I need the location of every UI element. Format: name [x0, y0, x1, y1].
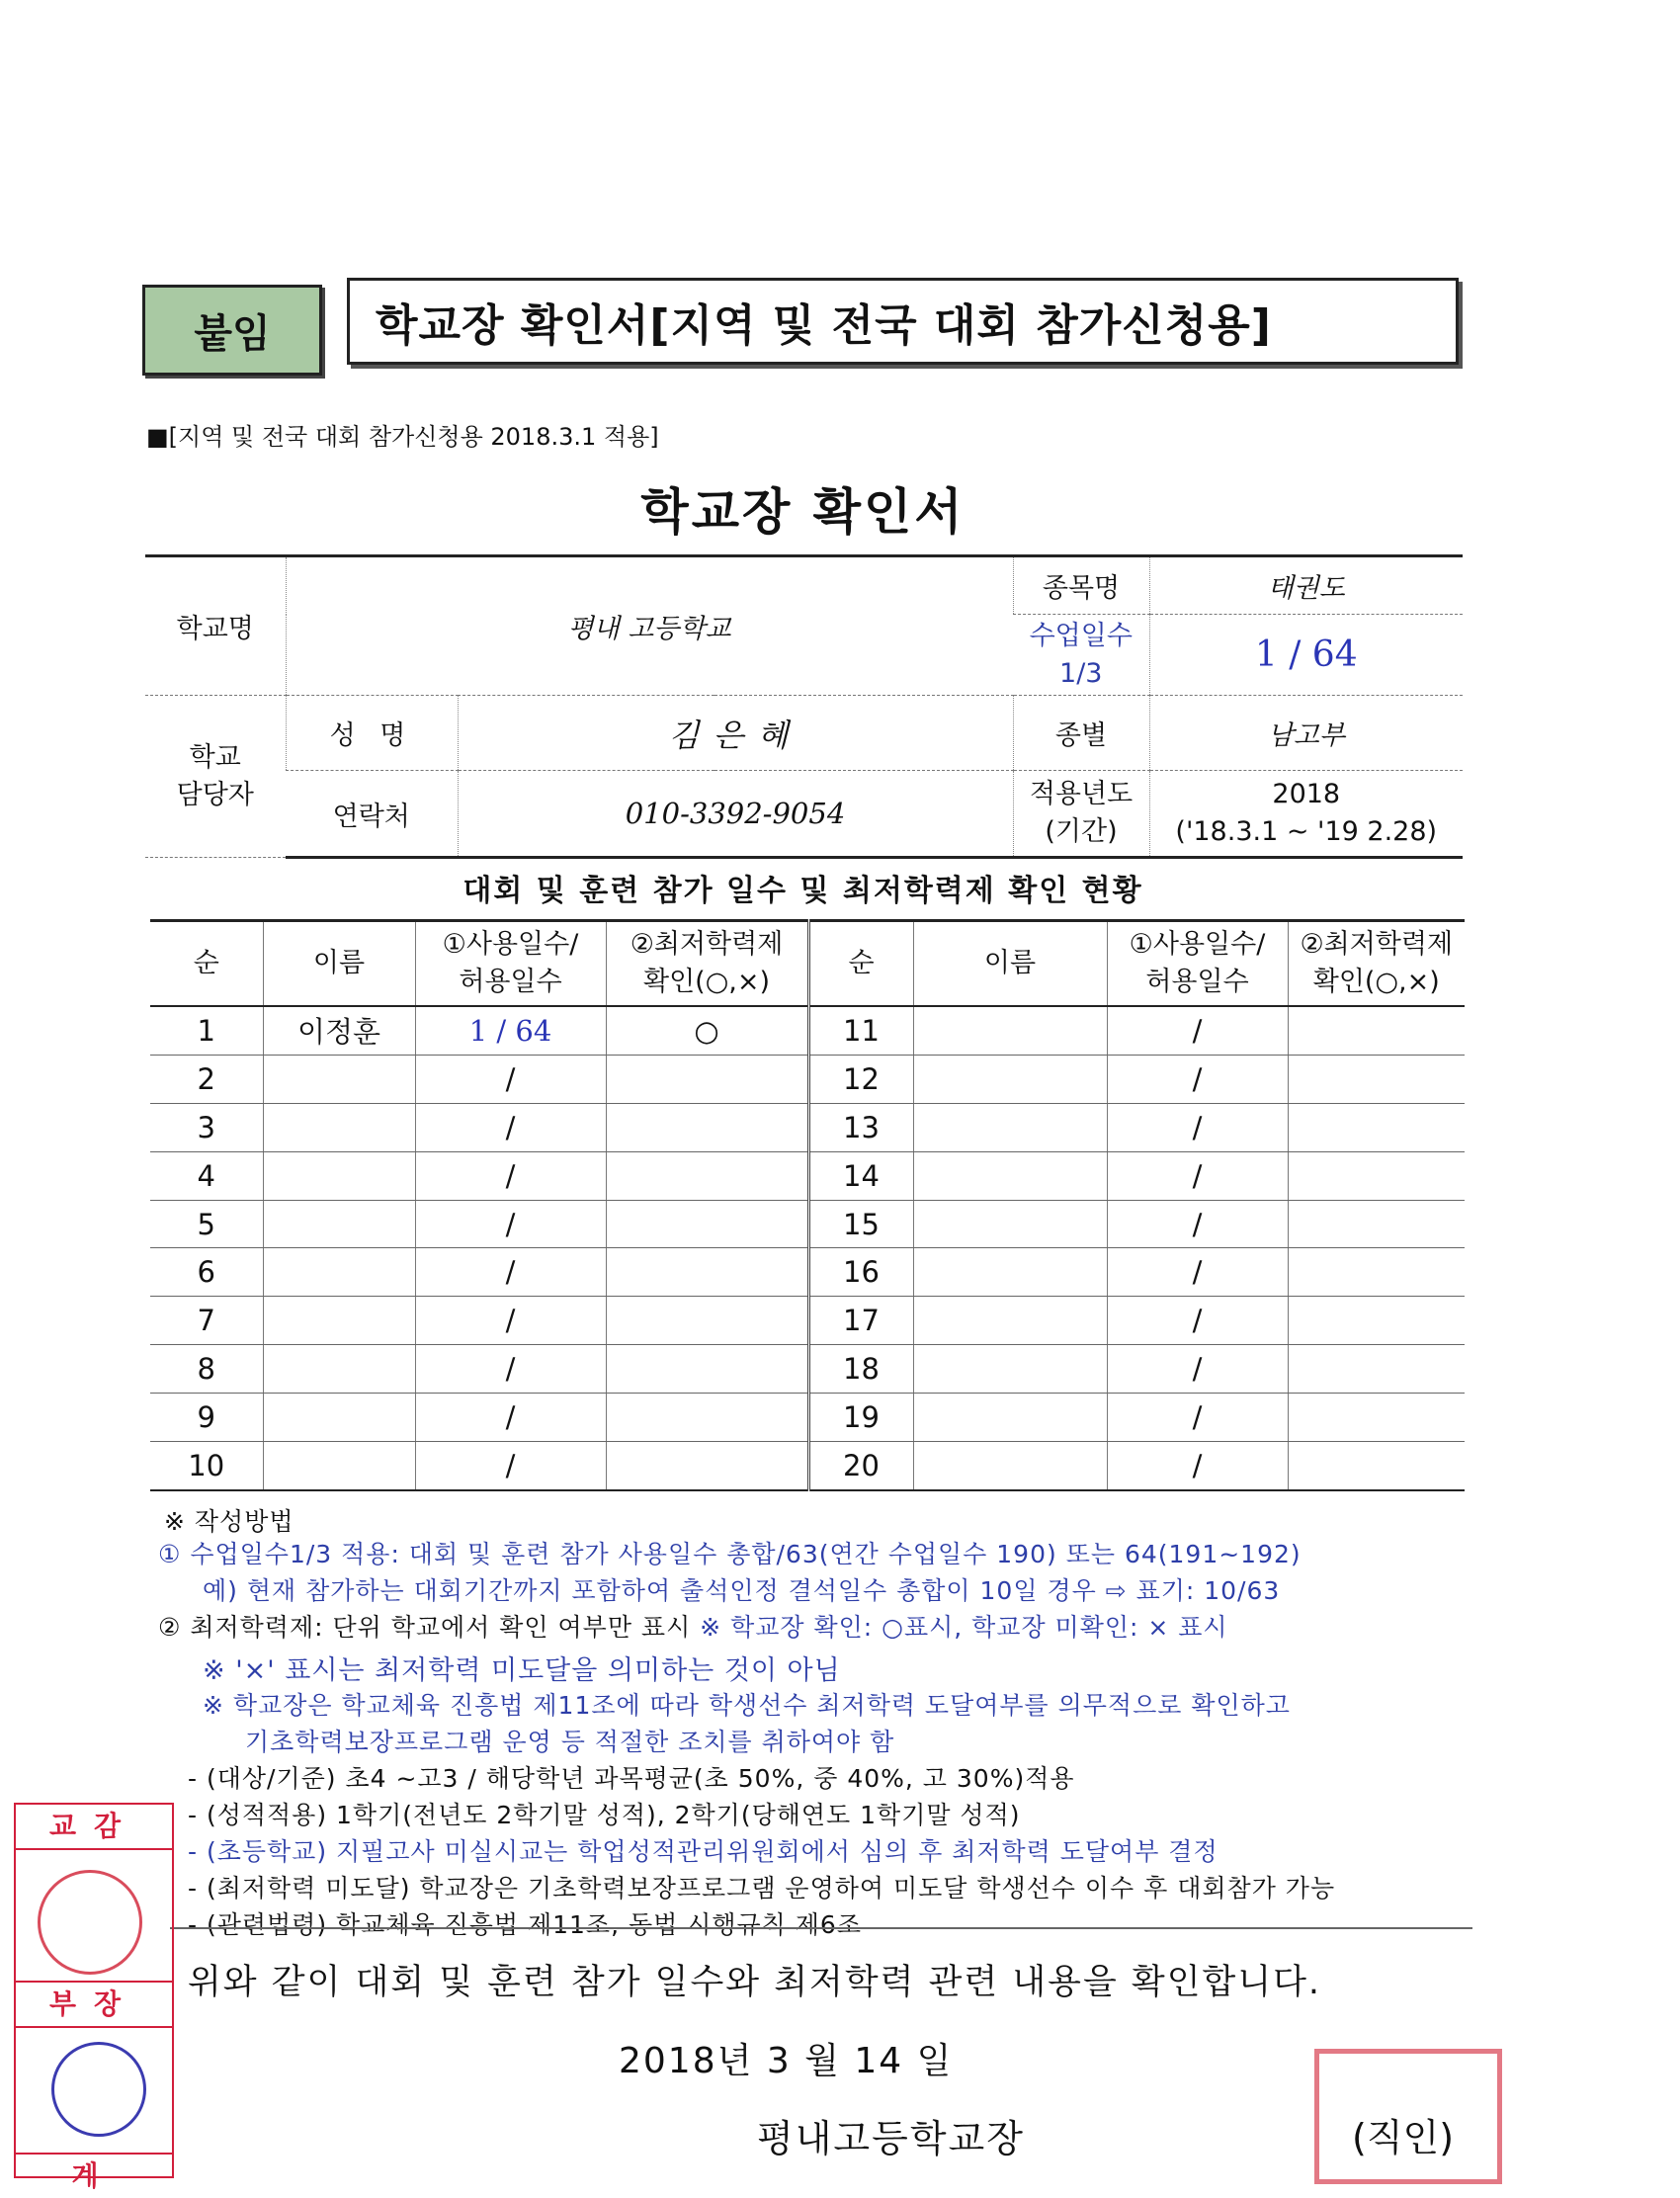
col-name: 이름	[263, 921, 415, 1007]
table-row	[150, 1006, 1465, 1055]
row-no: 7	[150, 1297, 263, 1345]
principal-signature: 평내고등학교장	[757, 2117, 1025, 2160]
row-check	[606, 1297, 808, 1345]
confirmation-statement: 위와 같이 대회 및 훈련 참가 일수와 최저학력 관련 내용을 확인합니다.	[188, 1963, 1322, 2002]
notice-line: ■[지역 및 전국 대회 참가신청용 2018.3.1 적용]	[146, 423, 659, 451]
row-days: /	[415, 1151, 606, 1200]
table-row	[150, 1394, 1465, 1442]
col-check-line1: ②최저학력제	[630, 929, 784, 960]
note-2-text: ② 최저학력제: 단위 학교에서 확인 여부만 표시	[158, 1613, 701, 1642]
attach-label: 붙임	[142, 285, 322, 376]
row-check	[606, 1394, 808, 1442]
year-label-line2: (기간)	[1045, 816, 1118, 847]
table-row	[150, 1442, 1465, 1490]
row-name-2	[913, 1006, 1107, 1055]
col-days-2-line2: 허용일수	[1145, 967, 1249, 997]
row-days: /	[415, 1055, 606, 1103]
note-1a: ① 수업일수1/3 적용: 대회 및 훈련 참가 사용일수 총합/63(연간 수업일수 190) 또는 64(191~192)	[158, 1540, 1302, 1568]
row-no-2: 13	[808, 1103, 913, 1151]
row-name	[263, 1442, 415, 1490]
approval-vice-principal: 교감	[16, 1805, 172, 1850]
row-check-2	[1288, 1006, 1465, 1055]
row-name-2	[913, 1442, 1107, 1490]
row-name-2	[913, 1297, 1107, 1345]
row-check-2	[1288, 1248, 1465, 1297]
approval-department-head: 부장	[16, 1981, 172, 2028]
row-days-2: /	[1107, 1055, 1288, 1103]
row-name-2	[913, 1248, 1107, 1297]
row-check	[606, 1248, 808, 1297]
col-days	[415, 921, 606, 1007]
row-name	[263, 1055, 415, 1103]
approval-staff: 계	[16, 2153, 172, 2198]
row-days-2: /	[1107, 1200, 1288, 1248]
row-check	[606, 1200, 808, 1248]
row-no-2: 19	[808, 1394, 913, 1442]
row-name	[263, 1345, 415, 1394]
row-days-2: /	[1107, 1006, 1288, 1055]
col-check-line2: 확인(○,×)	[643, 967, 770, 997]
note-1b: 예) 현재 참가하는 대회기간까지 포함하여 출석인정 결석일수 총합이 10일 경우 ⇨ 표기: 10/63	[203, 1576, 1281, 1605]
table-row	[150, 1200, 1465, 1248]
divider	[170, 1927, 1472, 1929]
row-no: 8	[150, 1345, 263, 1394]
col-check-2-line1: ②최저학력제	[1300, 929, 1454, 960]
row-name	[263, 1200, 415, 1248]
approval-box	[14, 1803, 174, 2192]
classdays-value: 1 / 64	[1149, 615, 1463, 696]
sport-label: 종목명	[1013, 556, 1149, 615]
year-label-line1: 적용년도	[1029, 779, 1134, 809]
row-no-2: 11	[808, 1006, 913, 1055]
bullet-elementary: - (초등학교) 지필고사 미실시교는 학업성적관리위원회에서 심의 후 최저학력 도달여부 결정	[188, 1837, 1218, 1866]
form-title: 학교장 확인서[지역 및 전국 대회 참가신청용]	[347, 278, 1459, 365]
confirmation-date: 2018년 3 월 14 일	[619, 2041, 954, 2081]
contact-label: 연락처	[286, 771, 458, 858]
row-name	[263, 1248, 415, 1297]
name-value: 김은혜	[458, 696, 1013, 771]
row-check	[606, 1442, 808, 1490]
row-name-2	[913, 1103, 1107, 1151]
row-days: /	[415, 1345, 606, 1394]
status-section-title: 대회 및 훈련 참가 일수 및 최저학력제 확인 현황	[462, 874, 1143, 908]
table-row	[150, 1055, 1465, 1103]
row-no: 1	[150, 1006, 263, 1055]
row-days: /	[415, 1394, 606, 1442]
row-no-2: 20	[808, 1442, 913, 1490]
row-no: 6	[150, 1248, 263, 1297]
school-label: 학교명	[145, 556, 286, 696]
row-name: 이정훈	[263, 1006, 415, 1055]
year-label	[1013, 771, 1149, 858]
row-days-2: /	[1107, 1248, 1288, 1297]
row-check-2	[1288, 1345, 1465, 1394]
row-days: 1 / 64	[415, 1006, 606, 1055]
row-no-2: 15	[808, 1200, 913, 1248]
document-title: 학교장 확인서	[640, 483, 966, 541]
note-3: ※ '×' 표시는 최저학력 미도달을 의미하는 것이 아님	[203, 1655, 841, 1686]
classdays-label-line1: 수업일수	[1029, 620, 1133, 651]
row-name-2	[913, 1394, 1107, 1442]
notes-heading: ※ 작성방법	[164, 1507, 294, 1536]
row-name-2	[913, 1345, 1107, 1394]
classdays-label-line2: 1/3	[1059, 657, 1103, 689]
col-no-2: 순	[808, 921, 913, 1007]
year-period: ('18.3.1 ~ '19 2.28)	[1175, 816, 1438, 847]
row-days-2: /	[1107, 1394, 1288, 1442]
info-table	[145, 554, 1463, 859]
bullet-unmet: - (최저학력 미도달) 학교장은 기초학력보장프로그램 운영하여 미도달 학생선수 이수 후 대회참가 가능	[188, 1874, 1336, 1902]
row-check-2	[1288, 1297, 1465, 1345]
note-2	[158, 1608, 1228, 1644]
row-check	[606, 1345, 808, 1394]
row-check-2	[1288, 1394, 1465, 1442]
seal-label: (직인)	[1352, 2116, 1455, 2159]
col-check-2	[1288, 921, 1465, 1007]
row-no-2: 14	[808, 1151, 913, 1200]
category-label: 종별	[1013, 696, 1149, 771]
row-days-2: /	[1107, 1103, 1288, 1151]
row-no: 2	[150, 1055, 263, 1103]
row-no-2: 12	[808, 1055, 913, 1103]
status-table	[150, 919, 1465, 1491]
note-4a: ※ 학교장은 학교체육 진흥법 제11조에 따라 학생선수 최저학력 도달여부를 의무적으로 확인하고	[203, 1691, 1291, 1720]
row-days: /	[415, 1248, 606, 1297]
row-name	[263, 1297, 415, 1345]
manager-label-line2: 담당자	[176, 779, 254, 810]
row-no: 5	[150, 1200, 263, 1248]
row-check	[606, 1151, 808, 1200]
row-name	[263, 1103, 415, 1151]
row-check: ○	[606, 1006, 808, 1055]
row-name-2	[913, 1151, 1107, 1200]
table-row	[150, 1248, 1465, 1297]
col-check	[606, 921, 808, 1007]
row-no-2: 18	[808, 1345, 913, 1394]
school-value: 평내 고등학교	[286, 556, 1013, 696]
year-value-cell	[1149, 771, 1463, 858]
row-no: 4	[150, 1151, 263, 1200]
table-row	[150, 1151, 1465, 1200]
col-days-2	[1107, 921, 1288, 1007]
row-name-2	[913, 1200, 1107, 1248]
col-days-2-line1: ①사용일수/	[1129, 929, 1266, 960]
row-days-2: /	[1107, 1151, 1288, 1200]
note-2-emphasis: ※ 학교장 확인: ○표시, 학교장 미확인: × 표시	[700, 1613, 1228, 1642]
row-days-2: /	[1107, 1442, 1288, 1490]
row-days-2: /	[1107, 1345, 1288, 1394]
row-days: /	[415, 1200, 606, 1248]
row-days: /	[415, 1103, 606, 1151]
table-row	[150, 1297, 1465, 1345]
manager-label	[145, 696, 286, 858]
row-name	[263, 1394, 415, 1442]
category-value: 남고부	[1149, 696, 1463, 771]
row-check-2	[1288, 1103, 1465, 1151]
col-check-2-line2: 확인(○,×)	[1312, 967, 1440, 997]
row-name	[263, 1151, 415, 1200]
row-no-2: 16	[808, 1248, 913, 1297]
row-no: 3	[150, 1103, 263, 1151]
row-check-2	[1288, 1151, 1465, 1200]
col-days-line1: ①사용일수/	[442, 929, 579, 960]
department-head-seal	[51, 2042, 146, 2137]
col-no: 순	[150, 921, 263, 1007]
sport-value: 태권도	[1149, 556, 1463, 615]
bullet-target: - (대상/기준) 초4 ~고3 / 해당학년 과목평균(초 50%, 중 40%, 고 30%)적용	[188, 1764, 1075, 1793]
bullet-law: - (관련법령) 학교체육 진흥법 제11조, 동법 시행규칙 제6조	[188, 1910, 862, 1939]
row-check-2	[1288, 1055, 1465, 1103]
table-row	[150, 1103, 1465, 1151]
col-days-line2: 허용일수	[459, 967, 562, 997]
vice-principal-seal	[38, 1870, 142, 1975]
row-days-2: /	[1107, 1297, 1288, 1345]
row-days: /	[415, 1442, 606, 1490]
row-check	[606, 1103, 808, 1151]
name-label: 성 명	[286, 696, 458, 771]
bullet-grades: - (성적적용) 1학기(전년도 2학기말 성적), 2학기(당해연도 1학기말 성적)	[188, 1801, 1021, 1829]
row-no: 10	[150, 1442, 263, 1490]
row-check-2	[1288, 1200, 1465, 1248]
manager-label-line1: 학교	[189, 741, 241, 773]
year-value: 2018	[1272, 779, 1341, 809]
row-no: 9	[150, 1394, 263, 1442]
col-name-2: 이름	[913, 921, 1107, 1007]
row-name-2	[913, 1055, 1107, 1103]
row-days: /	[415, 1297, 606, 1345]
row-no-2: 17	[808, 1297, 913, 1345]
table-row	[150, 1345, 1465, 1394]
contact-value: 010-3392-9054	[458, 771, 1013, 858]
row-check	[606, 1055, 808, 1103]
classdays-label	[1013, 615, 1149, 696]
row-check-2	[1288, 1442, 1465, 1490]
note-4b: 기초학력보장프로그램 운영 등 적절한 조치를 취하여야 함	[245, 1728, 895, 1756]
